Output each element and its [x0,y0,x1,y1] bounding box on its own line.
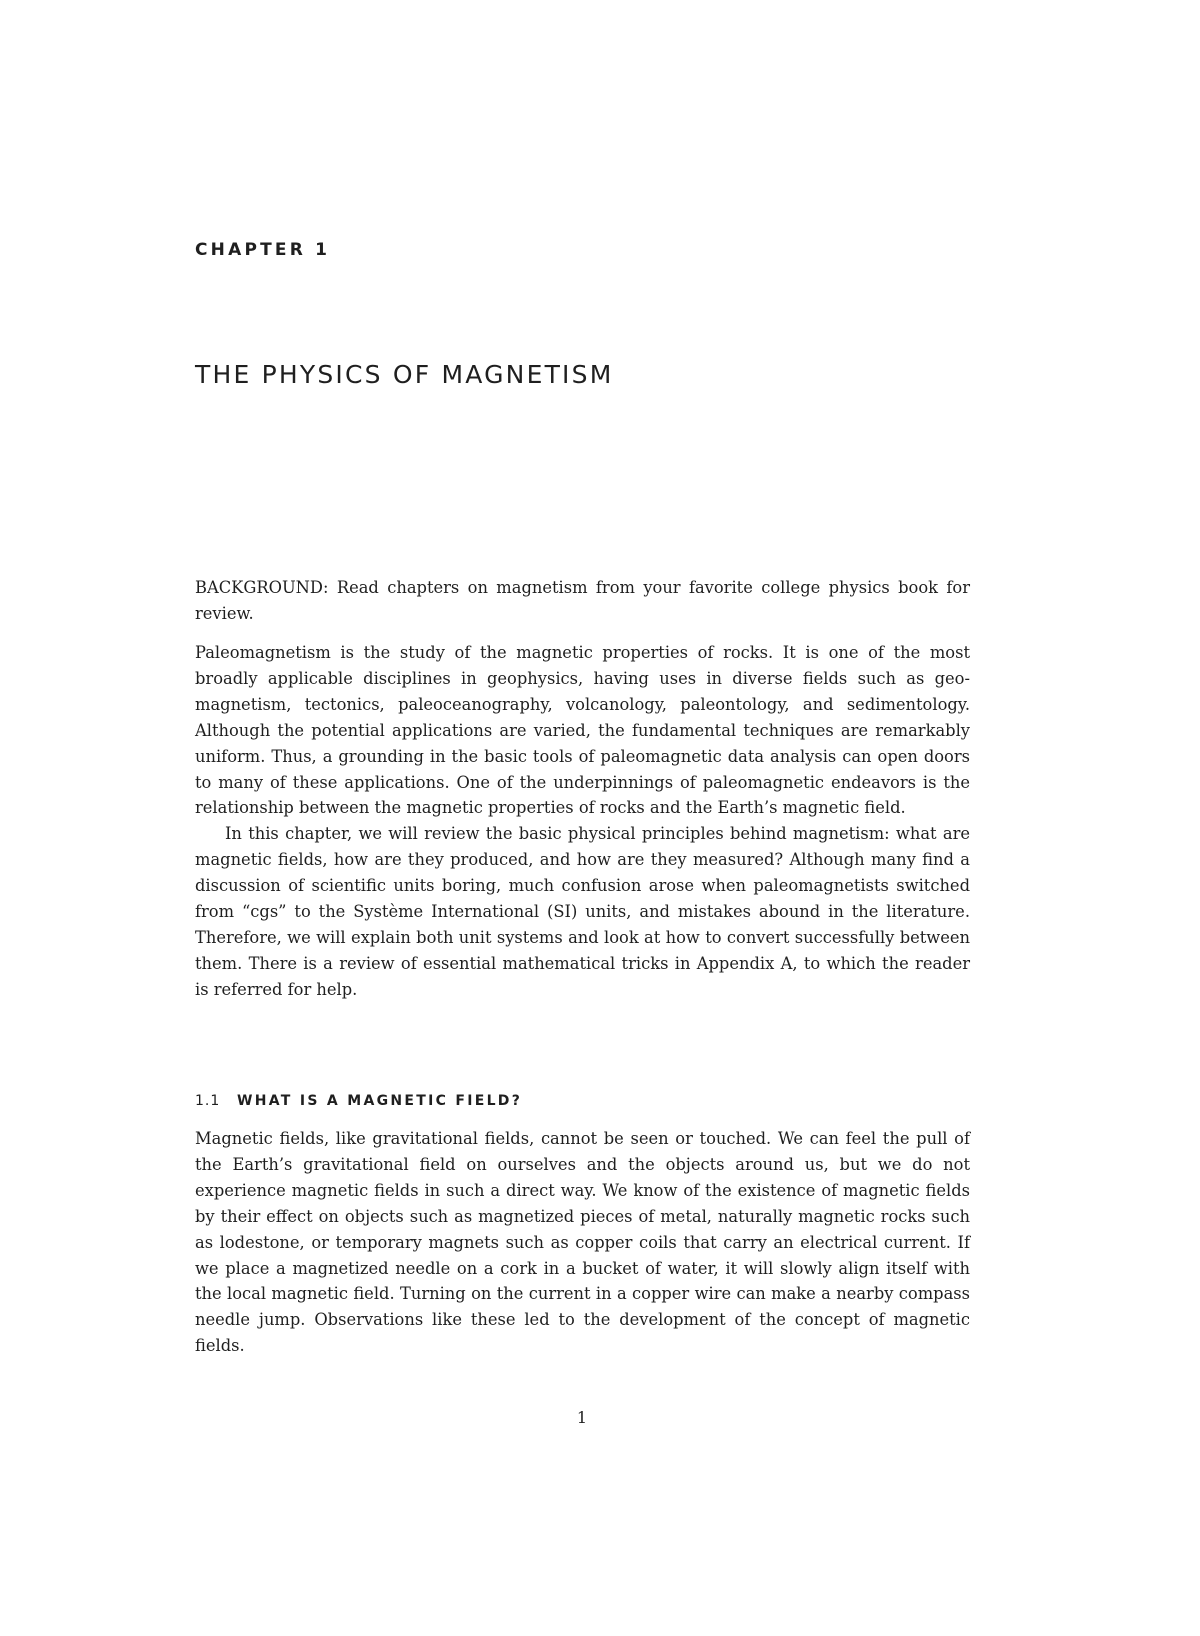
background-paragraph: BACKGROUND: Read chapters on magnetism from your favorite college physics book for review. [195,578,970,623]
chapter-title: THE PHYSICS OF MAGNETISM [195,360,614,389]
section-body [195,1126,970,1359]
chapter-label: CHAPTER 1 [195,240,331,260]
intro-paragraph-1: Paleomagnetism is the study of the magnetic properties of rocks. It is one of the most broadly applicable disciplines in geophysics, having uses in diverse fields such as geomagnetism, tectonics, paleoceanography, volcanology, paleontology, and sedimentology. Although the potential applications are varied, the fundamental techniques are remarkably uniform. Thus, a grounding in the basic tools of paleomagnetic data analysis can open doors to many of these applications. One of the underpinnings of paleomagnetic endeavors is the relationship between the magnetic properties of rocks and the Earth’s magnetic field. [195,643,970,818]
page-number: 1 [576,1408,588,1427]
intro-paragraph-2: In this chapter, we will review the basic physical principles behind magnetism: what are magnetic fields, how are they produced, and how are they measured? Although many find a discussion of scientific units boring, much confusion arose when paleomagnetists switched from “cgs” to the Système International (SI) units, and mistakes abound in the literature. Therefore, we will explain both unit systems and look at how to convert successfully between them. There is a review of essential mathematical tricks in Appendix A, to which the reader is referred for help. [195,824,970,999]
background-note [195,575,970,627]
section-number: 1.1 [195,1093,221,1109]
section-paragraph: Magnetic fields, like gravitational fields, cannot be seen or touched. We can feel the pull of the Earth’s gravitational field on ourselves and the objects around us, but we do not experience magnetic fields in such a direct way. We know of the existence of magnetic fields by their effect on objects such as magnetized pieces of metal, naturally magnetic rocks such as lodestone, or temporary magnets such as copper coils that carry an electrical current. If we place a magnetized needle on a cork in a bucket of water, it will slowly align itself with the local magnetic field. Turning on the current in a copper wire can make a nearby compass needle jump. Observations like these led to the development of the concept of magnetic fields. [195,1129,970,1356]
section-title: WHAT IS A MAGNETIC FIELD? [237,1093,523,1109]
intro-section [195,640,970,1003]
section-heading [195,1093,522,1109]
